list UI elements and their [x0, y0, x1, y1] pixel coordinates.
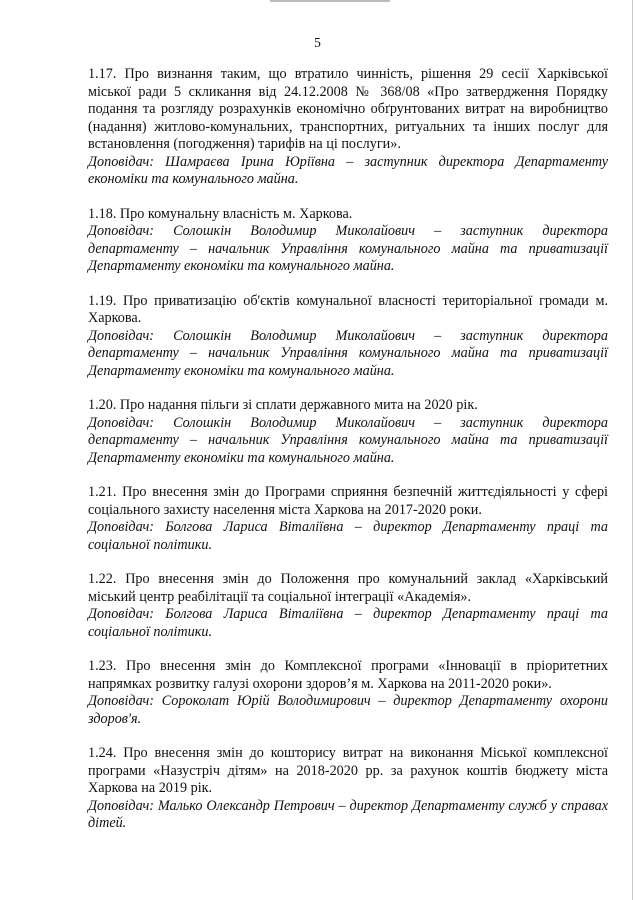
agenda-item-title: 1.23. Про внесення змін до Комплексної програми «Інновації в пріоритетних напрямках розвитку галузі охорони здоров’я м. Харкова на 2011-2020 роки». — [88, 658, 608, 692]
agenda-item-speaker: Доповідач: Болгова Лариса Віталіївна – директор Департаменту праці та соціальної політики. — [88, 519, 608, 553]
agenda-item-title: 1.19. Про приватизацію об'єктів комунальної власності територіальної громади м. Харкова. — [88, 292, 608, 326]
agenda-item-speaker: Доповідач: Малько Олександр Петрович – директор Департаменту служб у справах дітей. — [88, 797, 608, 831]
agenda-item-title: 1.21. Про внесення змін до Програми сприяння безпечній життєдіяльності у сфері соціального захисту населення міста Харкова на 2017-2020 роки. — [88, 484, 608, 518]
agenda-item-title: 1.22. Про внесення змін до Положення про комунальний заклад «Харківський міський центр реабілітації та соціальної інтеграції «Академія». — [88, 571, 608, 605]
agenda-item-title: 1.20. Про надання пільги зі сплати державного мита на 2020 рік. — [88, 397, 478, 413]
agenda-item-speaker: Доповідач: Солошкін Володимир Миколайович – заступник директора департаменту – начальник Управління комунального майна та приватизації Департаменту економіки та комунального майна. — [88, 414, 608, 466]
agenda-item-1-19 — [88, 293, 608, 381]
agenda-list — [88, 66, 608, 850]
agenda-item-1-22 — [88, 571, 608, 641]
agenda-item-speaker: Доповідач: Солошкін Володимир Миколайович – заступник директора департаменту – начальник Управління комунального майна та приватизації Департаменту економіки та комунального майна. — [88, 327, 608, 379]
agenda-item-title: 1.24. Про внесення змін до кошторису витрат на виконання Міської комплексної програми «Назустріч дітям» на 2018-2020 рр. за рахунок коштів бюджету міста Харкова на 2019 рік. — [88, 745, 608, 796]
agenda-item-speaker: Доповідач: Шамраєва Ірина Юріївна – заступник директора Департаменту економіки та комунального майна. — [88, 153, 608, 187]
agenda-item-speaker: Доповідач: Солошкін Володимир Миколайович – заступник директора департаменту – начальник Управління комунального майна та приватизації Департаменту економіки та комунального майна. — [88, 223, 608, 274]
agenda-item-1-24 — [88, 745, 608, 833]
agenda-item-speaker: Доповідач: Сороколат Юрій Володимирович – директор Департаменту охорони здоров'я. — [88, 693, 608, 727]
agenda-item-1-20 — [88, 397, 608, 467]
agenda-item-title: 1.17. Про визнання таким, що втратило чинність, рішення 29 сесії Харківської міської ради 5 скликання від 24.12.2008 № 368/08 «Про затвердження Порядку подання та розгляду розрахунків економічно обґрунтованих витрат на виробництво (надання) житлово-комунальних, транспортних, ритуальних та інших послуг для встановлення (погодження) тарифів на ці послуги». — [88, 66, 608, 152]
agenda-item-1-18 — [88, 206, 608, 276]
agenda-item-1-17 — [88, 66, 608, 189]
scan-edge-mark — [270, 0, 390, 2]
scan-frame-border — [632, 0, 633, 900]
agenda-item-speaker: Доповідач: Болгова Лариса Віталіївна – директор Департаменту праці та соціальної політики. — [88, 606, 608, 640]
agenda-item-title: 1.18. Про комунальну власність м. Харкова. — [88, 205, 353, 222]
agenda-item-1-23 — [88, 658, 608, 728]
page-number: 5 — [314, 35, 321, 50]
agenda-item-1-21 — [88, 484, 608, 554]
